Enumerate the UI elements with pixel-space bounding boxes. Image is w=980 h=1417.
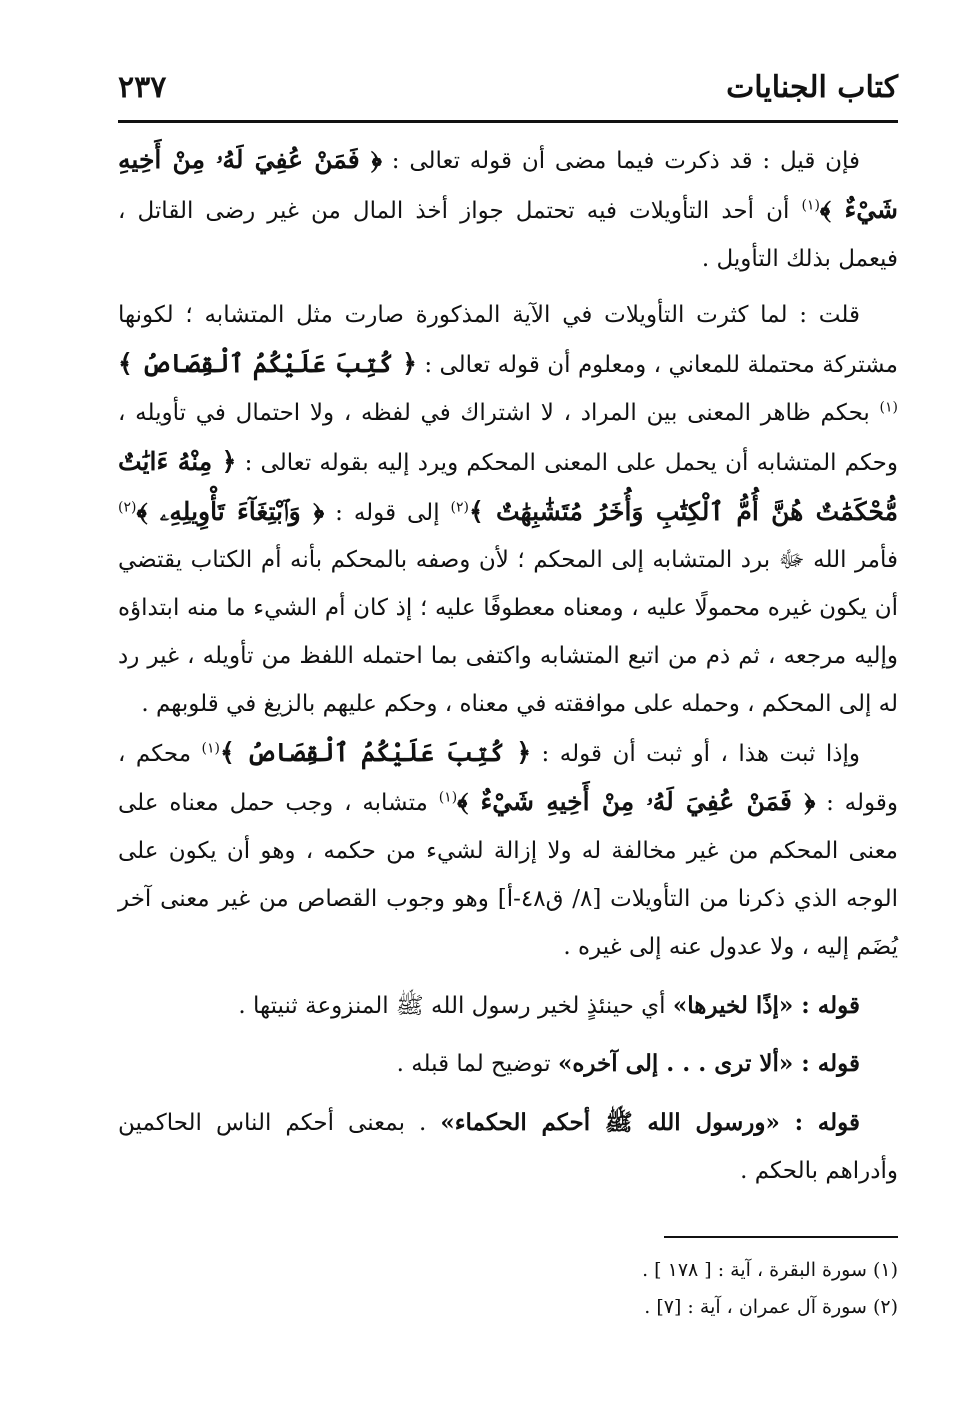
paragraph-commentary-3 [118,1099,898,1196]
footnote-ref: (٢) [450,498,470,515]
commentary-lemma: قوله : «إذًا لخيرها» [672,991,860,1019]
chapter-title: كتاب الجنايات [726,70,898,105]
text-run: إلى قوله : [324,499,451,526]
quran-verse: ﴿ فَمَنْ عُفِيَ لَهُۥ مِنْ أَخِيهِ شَيْءٌ ﴾ [457,787,816,817]
quran-verse: ﴿ وَٱبْتِغَآءَ تَأْوِيلِهِۦ ﴾ [136,496,325,526]
quran-verse: ﴿ فَمَنْ عُفِيَ لَهُۥ مِنْ أَخِيهِ شَيْءٌ ﴾ [118,145,898,224]
footnote-ref: (١) [201,739,220,756]
commentary-lemma: قوله : «ورسول الله ﷺ أحكم الحكماء» [440,1109,860,1137]
text-run: وإذا ثبت هذا ، أو ثبت أن قوله : [531,740,860,767]
commentary-lemma: قوله : «ألا ترى . . . إلى آخره» [557,1050,860,1078]
footnote-rule [664,1236,898,1238]
paragraph-reply [118,292,898,728]
main-text [118,136,898,1196]
footnote-1: (١) سورة البقرة ، آية : [ ١٧٨ ] . [642,1259,898,1281]
footnote-2: (٢) سورة آل عمران ، آية : [٧] . [644,1296,898,1318]
quran-verse: ﴿ مِنْهُ ءَايَٰتٌ مُّحْكَمَٰتٌ هُنَّ أُمُّ ٱلْكِتَٰبِ وَأُخَرُ مُتَشَٰبِهَٰتٌ ﴾ [118,446,899,526]
header-rule [118,120,898,123]
footnote-ref: (١) [879,399,898,416]
running-header [118,62,898,120]
paragraph-commentary-1 [118,982,898,1031]
footnote-ref: (١) [801,197,820,214]
paragraph-commentary-2 [118,1040,898,1089]
text-run: أي حينئذٍ لخير رسول الله ﷺ المنزوعة ثنيتها . [238,992,673,1019]
text-run: متشابه ، وجب حمل معناه على معنى المحكم من غير مخالفة له ولا إزالة لشيء من حكمه ، وهو أن يكون على الوجه الذي ذكرنا من التأويلات [٨/ ق٤٨-أ] وهو وجوب القصاص من غير معنى آخر يُضَم إليه ، ولا عدول عنه إلى غيره . [118,790,898,960]
page-number: ٢٣٧ [118,70,167,105]
footnotes [118,1252,898,1326]
text-run: توضيح لما قبله . [396,1051,558,1078]
paragraph-objection [118,136,898,283]
text-run: فأمر الله ﷻ برد المتشابه إلى المحكم ؛ لأن وصفه بالمحكم بأنه أم الكتاب يقتضي أن يكون غيره محمولًا عليه ، ومعناه معطوفًا عليه ؛ إذ كان أم الشيء ما منه ابتداؤه وإليه مرجعه ، ثم ذم من اتبع المتشابه واكتفى بما احتمله اللفظ من تأويله ، غير رد له إلى المحكم ، وحمله على موافقته في معناه ، وحكم عليهم بالزيغ في قلوبهم . [118,547,898,717]
text-run: . بمعنى أحكم الناس الحاكمين وأدراهم بالحكم . [118,1110,898,1184]
footnote-ref: (٢) [118,498,137,515]
text-run: محكم ، وقوله : [118,740,898,817]
footnote-ref: (١) [438,789,458,806]
text-run: فإن قيل : قد ذكرت فيما مضى أن قوله تعالى : [381,148,861,174]
text-run: بحكم ظاهر المعنى بين المراد ، لا اشتراك في لفظه ، ولا احتمال في تأويله ، وحكم المتشابه أن يحمل على المعنى المحكم ويرد إليه بقوله تعالى : [118,399,899,476]
paragraph-conclusion [118,729,898,972]
text-run: قلت : لما كثرت التأويلات في الآية المذكورة صارت مثل المتشابه ؛ لكونها مشتركة محتملة للمعاني ، ومعلوم أن قوله تعالى : [118,302,898,379]
quran-verse: ﴿ كُتِبَ عَلَيْكُمُ ٱلْقِصَاصُ ﴾ [220,737,532,767]
text-run: أن أحد التأويلات فيه تحتمل جواز أخذ المال من غير رضى القاتل ، فيعمل بذلك التأويل . [118,197,898,272]
quran-verse: ﴿ كُتِبَ عَلَيْكُمُ ٱلْقِصَاصُ ﴾ [118,349,417,379]
